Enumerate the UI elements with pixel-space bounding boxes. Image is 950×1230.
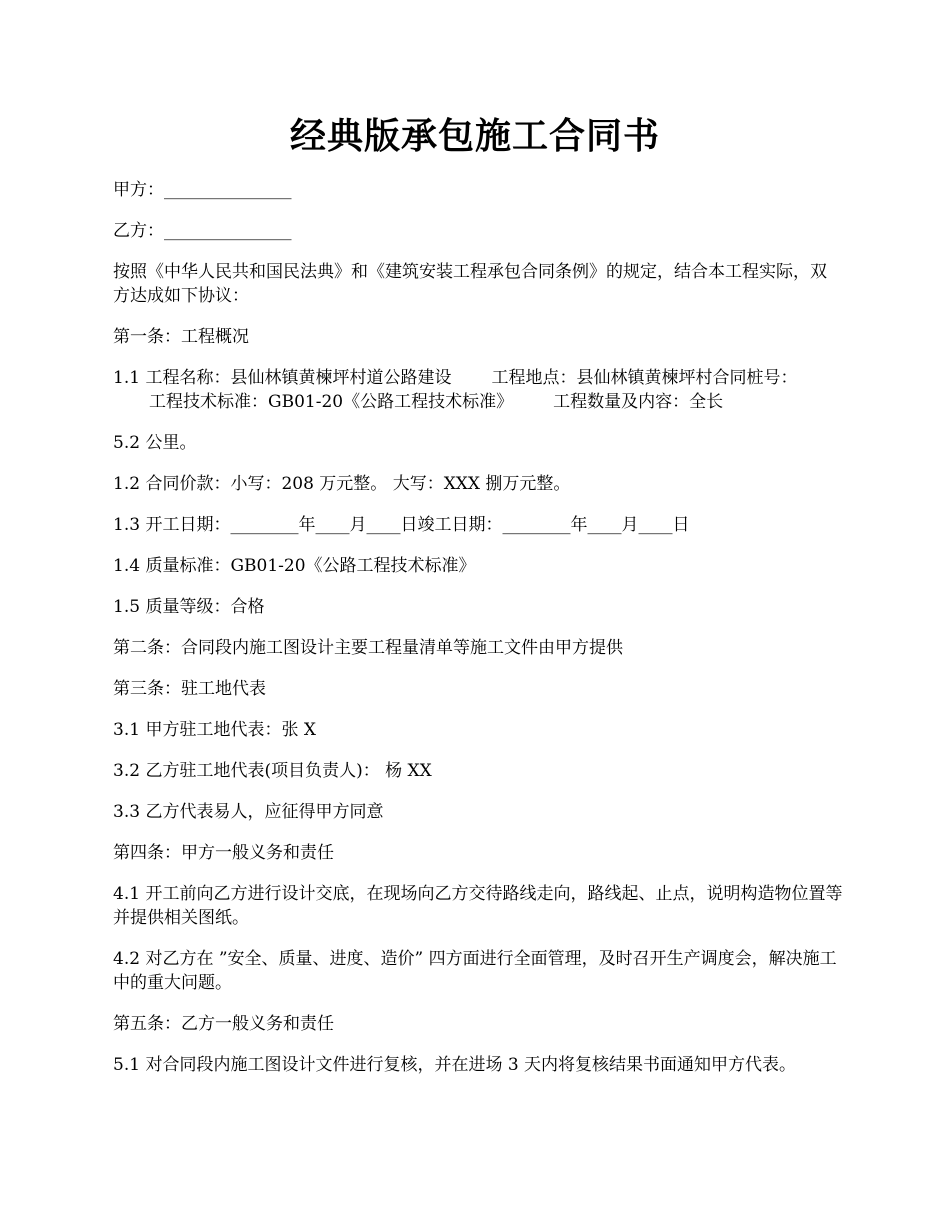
project-standard: 工程技术标准：GB01-20《公路工程技术标准》 — [149, 392, 514, 412]
quality-standard: 1.4 质量标准：GB01-20《公路工程技术标准》 — [113, 556, 476, 576]
project-name: 1.1 工程名称：县仙林镇黄楝坪村道公路建设 — [113, 368, 452, 388]
party-b-line: 乙方：_______________ — [113, 221, 292, 241]
contract-dates: 1.3 开工日期：________年____月____日竣工日期：________年____月____日 — [113, 515, 690, 535]
article-2-heading: 第二条：合同段内施工图设计主要工程量清单等施工文件由甲方提供 — [113, 638, 623, 658]
document-title: 经典版承包施工合同书 — [289, 115, 660, 157]
project-length: 5.2 公里。 — [113, 433, 197, 453]
article-5-heading: 第五条：乙方一般义务和责任 — [113, 1014, 334, 1034]
project-quantity: 工程数量及内容：全长 — [553, 392, 724, 412]
article-4-2-paragraph: 4.2 对乙方在 ”安全、质量、进度、造价” 四方面进行全面管理，及时召开生产调度会，解决施工中的重大问题。 — [113, 949, 837, 993]
document-body — [113, 178, 843, 1094]
party-b-representative: 3.2 乙方驻工地代表(项目负责人)： 杨 XX — [113, 761, 432, 781]
article-4-1-paragraph: 4.1 开工前向乙方进行设计交底，在现场向乙方交待路线走向，路线起、止点，说明构造物位置等并提供相关图纸。 — [113, 884, 843, 928]
party-a-line: 甲方：_______________ — [113, 180, 292, 200]
article-3-heading: 第三条：驻工地代表 — [113, 679, 266, 699]
article-1-heading: 第一条：工程概况 — [113, 327, 249, 347]
article-4-heading: 第四条：甲方一般义务和责任 — [113, 843, 334, 863]
party-a-representative: 3.1 甲方驻工地代表：张 X — [113, 720, 316, 740]
project-location: 工程地点：县仙林镇黄楝坪村合同桩号： — [491, 368, 798, 388]
article-5-1-paragraph: 5.1 对合同段内施工图设计文件进行复核，并在进场 3 天内将复核结果书面通知甲方代表。 — [113, 1055, 797, 1075]
intro-paragraph: 按照《中华人民共和国民法典》和《建筑安装工程承包合同条例》的规定，结合本工程实际，双方达成如下协议： — [113, 262, 827, 306]
article-1-1-paragraph — [113, 366, 843, 414]
contract-price: 1.2 合同价款：小写：208 万元整。 大写：XXX 捌万元整。 — [113, 474, 571, 494]
representative-change: 3.3 乙方代表易人，应征得甲方同意 — [113, 802, 384, 822]
quality-grade: 1.5 质量等级：合格 — [113, 597, 265, 617]
